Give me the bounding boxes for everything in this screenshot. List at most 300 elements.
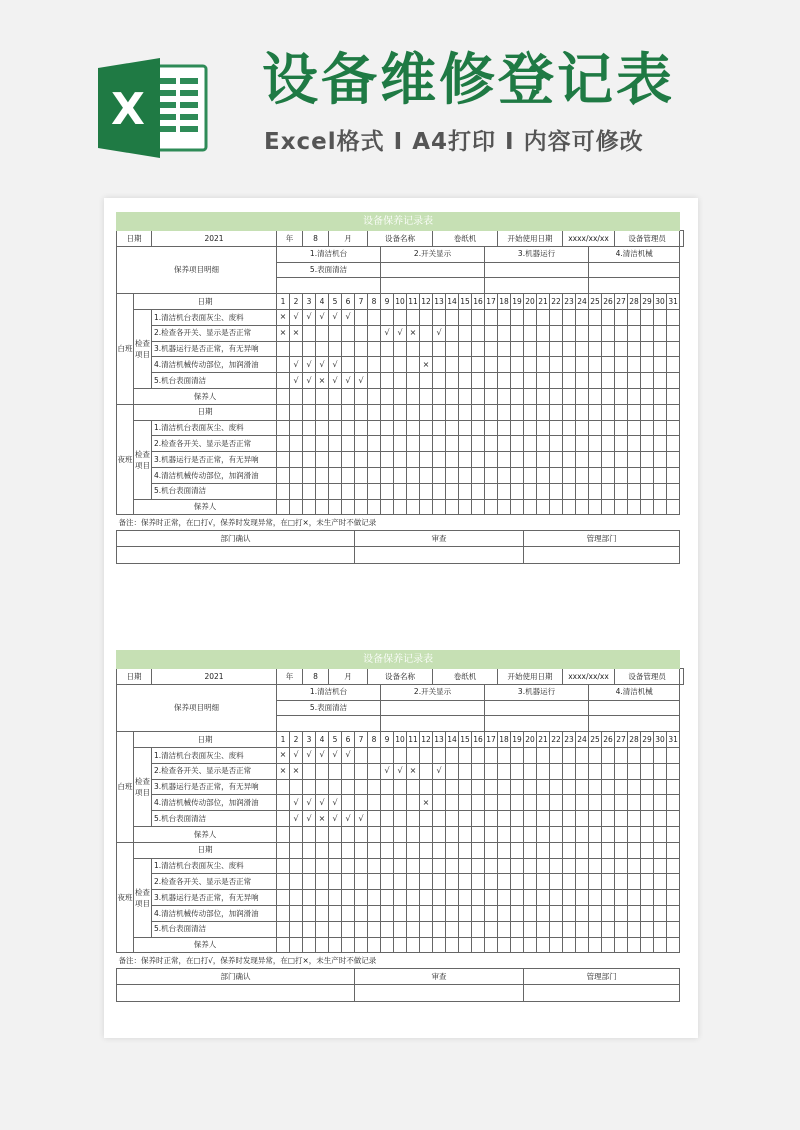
check-cell[interactable] bbox=[472, 452, 485, 468]
check-cell[interactable] bbox=[576, 921, 589, 937]
check-cell[interactable] bbox=[511, 779, 524, 795]
check-cell[interactable] bbox=[355, 483, 368, 499]
check-cell[interactable] bbox=[628, 905, 641, 921]
check-cell[interactable] bbox=[628, 325, 641, 341]
check-cell[interactable] bbox=[589, 763, 602, 779]
check-mark[interactable]: √ bbox=[316, 795, 329, 811]
check-cell[interactable] bbox=[485, 452, 498, 468]
check-cell[interactable] bbox=[602, 483, 615, 499]
check-cell[interactable] bbox=[654, 811, 667, 827]
check-cell[interactable] bbox=[368, 452, 381, 468]
maintainer-cell[interactable] bbox=[277, 388, 290, 404]
check-cell[interactable] bbox=[368, 309, 381, 325]
maintainer-cell[interactable] bbox=[485, 499, 498, 515]
check-cell[interactable] bbox=[277, 905, 290, 921]
check-cell[interactable] bbox=[394, 921, 407, 937]
check-cell[interactable] bbox=[446, 420, 459, 436]
maintainer-cell[interactable] bbox=[472, 826, 485, 842]
maintainer-cell[interactable] bbox=[641, 826, 654, 842]
check-cell[interactable] bbox=[394, 357, 407, 373]
check-mark[interactable]: √ bbox=[355, 373, 368, 389]
check-cell[interactable] bbox=[641, 874, 654, 890]
check-cell[interactable] bbox=[394, 874, 407, 890]
check-cell[interactable] bbox=[381, 483, 394, 499]
check-cell[interactable] bbox=[667, 905, 680, 921]
check-cell[interactable] bbox=[615, 874, 628, 890]
check-mark[interactable]: √ bbox=[316, 357, 329, 373]
check-cell[interactable] bbox=[576, 357, 589, 373]
check-cell[interactable] bbox=[563, 357, 576, 373]
check-cell[interactable] bbox=[615, 921, 628, 937]
mgmt-dept-field[interactable] bbox=[524, 546, 680, 563]
check-cell[interactable] bbox=[654, 357, 667, 373]
check-cell[interactable] bbox=[602, 874, 615, 890]
maintainer-cell[interactable] bbox=[446, 388, 459, 404]
check-cell[interactable] bbox=[563, 373, 576, 389]
check-cell[interactable] bbox=[602, 747, 615, 763]
check-cell[interactable] bbox=[277, 373, 290, 389]
check-cell[interactable] bbox=[342, 420, 355, 436]
maintainer-cell[interactable] bbox=[602, 388, 615, 404]
maintainer-cell[interactable] bbox=[355, 499, 368, 515]
check-cell[interactable] bbox=[550, 436, 563, 452]
check-cell[interactable] bbox=[420, 373, 433, 389]
check-cell[interactable] bbox=[329, 452, 342, 468]
check-cell[interactable] bbox=[420, 436, 433, 452]
check-cell[interactable] bbox=[433, 357, 446, 373]
check-cell[interactable] bbox=[368, 858, 381, 874]
maintainer-cell[interactable] bbox=[394, 826, 407, 842]
check-cell[interactable] bbox=[303, 858, 316, 874]
mgmt-dept-field[interactable] bbox=[524, 984, 680, 1001]
check-cell[interactable] bbox=[368, 420, 381, 436]
check-cell[interactable] bbox=[602, 811, 615, 827]
check-cell[interactable] bbox=[628, 420, 641, 436]
check-cell[interactable] bbox=[420, 483, 433, 499]
maintainer-cell[interactable] bbox=[420, 388, 433, 404]
check-cell[interactable] bbox=[355, 325, 368, 341]
check-cell[interactable] bbox=[641, 890, 654, 906]
maintainer-cell[interactable] bbox=[355, 937, 368, 953]
check-cell[interactable] bbox=[355, 921, 368, 937]
check-cell[interactable] bbox=[433, 452, 446, 468]
check-cell[interactable] bbox=[381, 905, 394, 921]
maintainer-cell[interactable] bbox=[459, 499, 472, 515]
check-mark[interactable]: √ bbox=[290, 357, 303, 373]
check-cell[interactable] bbox=[381, 436, 394, 452]
check-cell[interactable] bbox=[316, 452, 329, 468]
check-cell[interactable] bbox=[602, 309, 615, 325]
check-cell[interactable] bbox=[628, 747, 641, 763]
check-cell[interactable] bbox=[394, 436, 407, 452]
check-cell[interactable] bbox=[329, 483, 342, 499]
check-cell[interactable] bbox=[602, 373, 615, 389]
check-cell[interactable] bbox=[641, 779, 654, 795]
check-cell[interactable] bbox=[420, 890, 433, 906]
check-cell[interactable] bbox=[316, 921, 329, 937]
check-cell[interactable] bbox=[667, 763, 680, 779]
check-cell[interactable] bbox=[641, 483, 654, 499]
maintainer-cell[interactable] bbox=[576, 826, 589, 842]
check-cell[interactable] bbox=[589, 905, 602, 921]
check-cell[interactable] bbox=[550, 483, 563, 499]
check-cell[interactable] bbox=[537, 341, 550, 357]
check-cell[interactable] bbox=[576, 779, 589, 795]
check-cell[interactable] bbox=[550, 309, 563, 325]
check-cell[interactable] bbox=[381, 373, 394, 389]
check-cell[interactable] bbox=[355, 905, 368, 921]
maintainer-cell[interactable] bbox=[641, 499, 654, 515]
dept-confirm-field[interactable] bbox=[117, 984, 355, 1001]
maintainer-cell[interactable] bbox=[368, 499, 381, 515]
check-cell[interactable] bbox=[498, 874, 511, 890]
check-mark[interactable]: × bbox=[277, 309, 290, 325]
check-cell[interactable] bbox=[303, 890, 316, 906]
maintainer-cell[interactable] bbox=[303, 388, 316, 404]
check-cell[interactable] bbox=[446, 811, 459, 827]
check-cell[interactable] bbox=[485, 309, 498, 325]
check-cell[interactable] bbox=[602, 341, 615, 357]
maintainer-cell[interactable] bbox=[524, 937, 537, 953]
check-cell[interactable] bbox=[615, 779, 628, 795]
check-cell[interactable] bbox=[368, 747, 381, 763]
check-cell[interactable] bbox=[407, 467, 420, 483]
maintainer-cell[interactable] bbox=[511, 937, 524, 953]
check-cell[interactable] bbox=[615, 890, 628, 906]
check-cell[interactable] bbox=[433, 483, 446, 499]
check-cell[interactable] bbox=[654, 763, 667, 779]
check-cell[interactable] bbox=[667, 890, 680, 906]
check-cell[interactable] bbox=[667, 483, 680, 499]
check-cell[interactable] bbox=[641, 420, 654, 436]
check-cell[interactable] bbox=[524, 467, 537, 483]
check-cell[interactable] bbox=[615, 373, 628, 389]
maintainer-cell[interactable] bbox=[277, 499, 290, 515]
maintainer-cell[interactable] bbox=[446, 937, 459, 953]
check-cell[interactable] bbox=[329, 467, 342, 483]
check-cell[interactable] bbox=[628, 452, 641, 468]
check-cell[interactable] bbox=[511, 921, 524, 937]
check-mark[interactable]: √ bbox=[342, 747, 355, 763]
check-cell[interactable] bbox=[511, 309, 524, 325]
check-cell[interactable] bbox=[303, 325, 316, 341]
maintainer-cell[interactable] bbox=[277, 826, 290, 842]
check-cell[interactable] bbox=[576, 811, 589, 827]
check-cell[interactable] bbox=[381, 309, 394, 325]
check-cell[interactable] bbox=[641, 795, 654, 811]
maintainer-cell[interactable] bbox=[329, 499, 342, 515]
check-cell[interactable] bbox=[381, 890, 394, 906]
check-cell[interactable] bbox=[277, 341, 290, 357]
check-mark[interactable]: √ bbox=[433, 325, 446, 341]
maintainer-cell[interactable] bbox=[316, 826, 329, 842]
check-mark[interactable]: √ bbox=[303, 811, 316, 827]
maintainer-cell[interactable] bbox=[576, 388, 589, 404]
check-mark[interactable]: × bbox=[277, 763, 290, 779]
check-cell[interactable] bbox=[485, 763, 498, 779]
check-cell[interactable] bbox=[342, 795, 355, 811]
check-cell[interactable] bbox=[316, 890, 329, 906]
check-cell[interactable] bbox=[550, 795, 563, 811]
check-cell[interactable] bbox=[329, 779, 342, 795]
check-cell[interactable] bbox=[407, 309, 420, 325]
check-cell[interactable] bbox=[576, 795, 589, 811]
check-cell[interactable] bbox=[433, 436, 446, 452]
maintainer-cell[interactable] bbox=[654, 388, 667, 404]
check-mark[interactable]: √ bbox=[303, 795, 316, 811]
check-cell[interactable] bbox=[342, 779, 355, 795]
check-cell[interactable] bbox=[472, 921, 485, 937]
check-cell[interactable] bbox=[589, 811, 602, 827]
check-cell[interactable] bbox=[303, 763, 316, 779]
check-cell[interactable] bbox=[628, 373, 641, 389]
check-cell[interactable] bbox=[615, 420, 628, 436]
check-cell[interactable] bbox=[667, 921, 680, 937]
check-cell[interactable] bbox=[537, 373, 550, 389]
check-cell[interactable] bbox=[342, 905, 355, 921]
maintainer-cell[interactable] bbox=[394, 499, 407, 515]
check-cell[interactable] bbox=[563, 467, 576, 483]
check-cell[interactable] bbox=[576, 858, 589, 874]
check-cell[interactable] bbox=[654, 436, 667, 452]
check-cell[interactable] bbox=[576, 341, 589, 357]
check-cell[interactable] bbox=[368, 795, 381, 811]
check-cell[interactable] bbox=[641, 921, 654, 937]
check-cell[interactable] bbox=[459, 452, 472, 468]
check-cell[interactable] bbox=[524, 357, 537, 373]
check-cell[interactable] bbox=[537, 467, 550, 483]
check-cell[interactable] bbox=[472, 309, 485, 325]
check-cell[interactable] bbox=[511, 341, 524, 357]
check-cell[interactable] bbox=[368, 341, 381, 357]
check-cell[interactable] bbox=[576, 373, 589, 389]
check-cell[interactable] bbox=[576, 874, 589, 890]
check-cell[interactable] bbox=[420, 874, 433, 890]
check-cell[interactable] bbox=[550, 779, 563, 795]
check-cell[interactable] bbox=[342, 921, 355, 937]
check-cell[interactable] bbox=[524, 905, 537, 921]
check-cell[interactable] bbox=[563, 452, 576, 468]
maintainer-cell[interactable] bbox=[407, 826, 420, 842]
check-cell[interactable] bbox=[472, 436, 485, 452]
check-mark[interactable]: √ bbox=[303, 373, 316, 389]
check-cell[interactable] bbox=[420, 341, 433, 357]
maintainer-cell[interactable] bbox=[342, 937, 355, 953]
check-cell[interactable] bbox=[329, 420, 342, 436]
check-cell[interactable] bbox=[459, 890, 472, 906]
check-cell[interactable] bbox=[303, 874, 316, 890]
maintainer-cell[interactable] bbox=[459, 937, 472, 953]
check-cell[interactable] bbox=[511, 890, 524, 906]
check-cell[interactable] bbox=[628, 436, 641, 452]
maintainer-cell[interactable] bbox=[667, 826, 680, 842]
check-cell[interactable] bbox=[290, 874, 303, 890]
maintainer-cell[interactable] bbox=[511, 826, 524, 842]
check-cell[interactable] bbox=[446, 763, 459, 779]
check-cell[interactable] bbox=[667, 341, 680, 357]
maintainer-cell[interactable] bbox=[355, 388, 368, 404]
check-cell[interactable] bbox=[576, 483, 589, 499]
check-cell[interactable] bbox=[290, 420, 303, 436]
check-cell[interactable] bbox=[615, 325, 628, 341]
check-cell[interactable] bbox=[602, 921, 615, 937]
check-cell[interactable] bbox=[524, 811, 537, 827]
maintainer-cell[interactable] bbox=[615, 937, 628, 953]
check-cell[interactable] bbox=[641, 373, 654, 389]
maintainer-cell[interactable] bbox=[511, 388, 524, 404]
check-cell[interactable] bbox=[589, 452, 602, 468]
check-cell[interactable] bbox=[589, 890, 602, 906]
check-cell[interactable] bbox=[654, 467, 667, 483]
maintainer-cell[interactable] bbox=[303, 826, 316, 842]
check-cell[interactable] bbox=[433, 341, 446, 357]
check-mark[interactable]: √ bbox=[381, 325, 394, 341]
check-cell[interactable] bbox=[459, 874, 472, 890]
check-cell[interactable] bbox=[550, 874, 563, 890]
maintainer-cell[interactable] bbox=[654, 499, 667, 515]
maintainer-cell[interactable] bbox=[407, 499, 420, 515]
check-cell[interactable] bbox=[485, 436, 498, 452]
check-cell[interactable] bbox=[420, 309, 433, 325]
check-cell[interactable] bbox=[303, 452, 316, 468]
maintainer-cell[interactable] bbox=[615, 499, 628, 515]
check-cell[interactable] bbox=[381, 795, 394, 811]
check-cell[interactable] bbox=[277, 921, 290, 937]
check-cell[interactable] bbox=[602, 795, 615, 811]
check-cell[interactable] bbox=[485, 357, 498, 373]
maintainer-cell[interactable] bbox=[511, 499, 524, 515]
check-cell[interactable] bbox=[368, 357, 381, 373]
check-cell[interactable] bbox=[550, 921, 563, 937]
check-cell[interactable] bbox=[485, 858, 498, 874]
check-mark[interactable]: × bbox=[420, 357, 433, 373]
check-cell[interactable] bbox=[407, 452, 420, 468]
start-date-value[interactable]: xxxx/xx/xx bbox=[563, 231, 615, 247]
check-cell[interactable] bbox=[329, 890, 342, 906]
check-cell[interactable] bbox=[589, 874, 602, 890]
check-cell[interactable] bbox=[563, 779, 576, 795]
check-cell[interactable] bbox=[654, 795, 667, 811]
check-mark[interactable]: √ bbox=[355, 811, 368, 827]
maintainer-cell[interactable] bbox=[485, 826, 498, 842]
month-value[interactable]: 8 bbox=[303, 669, 329, 685]
check-cell[interactable] bbox=[394, 795, 407, 811]
check-cell[interactable] bbox=[433, 795, 446, 811]
check-cell[interactable] bbox=[394, 858, 407, 874]
check-cell[interactable] bbox=[433, 811, 446, 827]
check-cell[interactable] bbox=[290, 467, 303, 483]
maintainer-cell[interactable] bbox=[355, 826, 368, 842]
check-mark[interactable]: × bbox=[290, 763, 303, 779]
maintainer-cell[interactable] bbox=[459, 388, 472, 404]
equipment-name-value[interactable]: 卷纸机 bbox=[433, 669, 498, 685]
maintainer-cell[interactable] bbox=[589, 937, 602, 953]
check-cell[interactable] bbox=[446, 467, 459, 483]
check-cell[interactable] bbox=[368, 921, 381, 937]
check-cell[interactable] bbox=[537, 779, 550, 795]
check-cell[interactable] bbox=[394, 779, 407, 795]
check-cell[interactable] bbox=[459, 763, 472, 779]
maintainer-cell[interactable] bbox=[472, 499, 485, 515]
check-cell[interactable] bbox=[589, 467, 602, 483]
maintainer-cell[interactable] bbox=[667, 388, 680, 404]
check-cell[interactable] bbox=[589, 357, 602, 373]
check-cell[interactable] bbox=[485, 341, 498, 357]
check-cell[interactable] bbox=[563, 420, 576, 436]
check-cell[interactable] bbox=[355, 763, 368, 779]
check-cell[interactable] bbox=[290, 905, 303, 921]
check-cell[interactable] bbox=[433, 858, 446, 874]
check-cell[interactable] bbox=[550, 905, 563, 921]
maintainer-cell[interactable] bbox=[641, 388, 654, 404]
check-cell[interactable] bbox=[576, 467, 589, 483]
maintainer-cell[interactable] bbox=[394, 388, 407, 404]
check-cell[interactable] bbox=[446, 452, 459, 468]
maintainer-cell[interactable] bbox=[381, 499, 394, 515]
check-cell[interactable] bbox=[368, 325, 381, 341]
check-cell[interactable] bbox=[420, 747, 433, 763]
check-cell[interactable] bbox=[589, 373, 602, 389]
check-cell[interactable] bbox=[576, 452, 589, 468]
check-cell[interactable] bbox=[472, 467, 485, 483]
check-mark[interactable]: √ bbox=[342, 373, 355, 389]
check-cell[interactable] bbox=[498, 763, 511, 779]
maintainer-cell[interactable] bbox=[602, 937, 615, 953]
check-cell[interactable] bbox=[498, 436, 511, 452]
check-cell[interactable] bbox=[576, 747, 589, 763]
check-mark[interactable]: × bbox=[316, 811, 329, 827]
check-cell[interactable] bbox=[485, 420, 498, 436]
check-cell[interactable] bbox=[589, 341, 602, 357]
check-cell[interactable] bbox=[537, 763, 550, 779]
check-cell[interactable] bbox=[511, 795, 524, 811]
check-cell[interactable] bbox=[381, 420, 394, 436]
month-value[interactable]: 8 bbox=[303, 231, 329, 247]
check-cell[interactable] bbox=[511, 436, 524, 452]
check-cell[interactable] bbox=[459, 795, 472, 811]
check-cell[interactable] bbox=[329, 874, 342, 890]
check-cell[interactable] bbox=[641, 905, 654, 921]
check-cell[interactable] bbox=[511, 763, 524, 779]
check-cell[interactable] bbox=[654, 921, 667, 937]
maintainer-cell[interactable] bbox=[576, 499, 589, 515]
check-cell[interactable] bbox=[524, 874, 537, 890]
maintainer-cell[interactable] bbox=[563, 499, 576, 515]
check-cell[interactable] bbox=[277, 357, 290, 373]
check-cell[interactable] bbox=[576, 325, 589, 341]
check-cell[interactable] bbox=[628, 763, 641, 779]
check-cell[interactable] bbox=[355, 858, 368, 874]
check-cell[interactable] bbox=[472, 795, 485, 811]
check-cell[interactable] bbox=[602, 357, 615, 373]
check-cell[interactable] bbox=[446, 341, 459, 357]
check-cell[interactable] bbox=[485, 905, 498, 921]
check-cell[interactable] bbox=[277, 890, 290, 906]
check-cell[interactable] bbox=[472, 341, 485, 357]
check-cell[interactable] bbox=[407, 357, 420, 373]
maintainer-cell[interactable] bbox=[485, 937, 498, 953]
check-cell[interactable] bbox=[459, 420, 472, 436]
check-cell[interactable] bbox=[498, 858, 511, 874]
year-value[interactable]: 2021 bbox=[152, 231, 277, 247]
maintainer-cell[interactable] bbox=[498, 499, 511, 515]
maintainer-cell[interactable] bbox=[381, 937, 394, 953]
check-cell[interactable] bbox=[355, 420, 368, 436]
check-cell[interactable] bbox=[498, 309, 511, 325]
check-mark[interactable]: × bbox=[420, 795, 433, 811]
check-cell[interactable] bbox=[498, 420, 511, 436]
start-date-value[interactable]: xxxx/xx/xx bbox=[563, 669, 615, 685]
